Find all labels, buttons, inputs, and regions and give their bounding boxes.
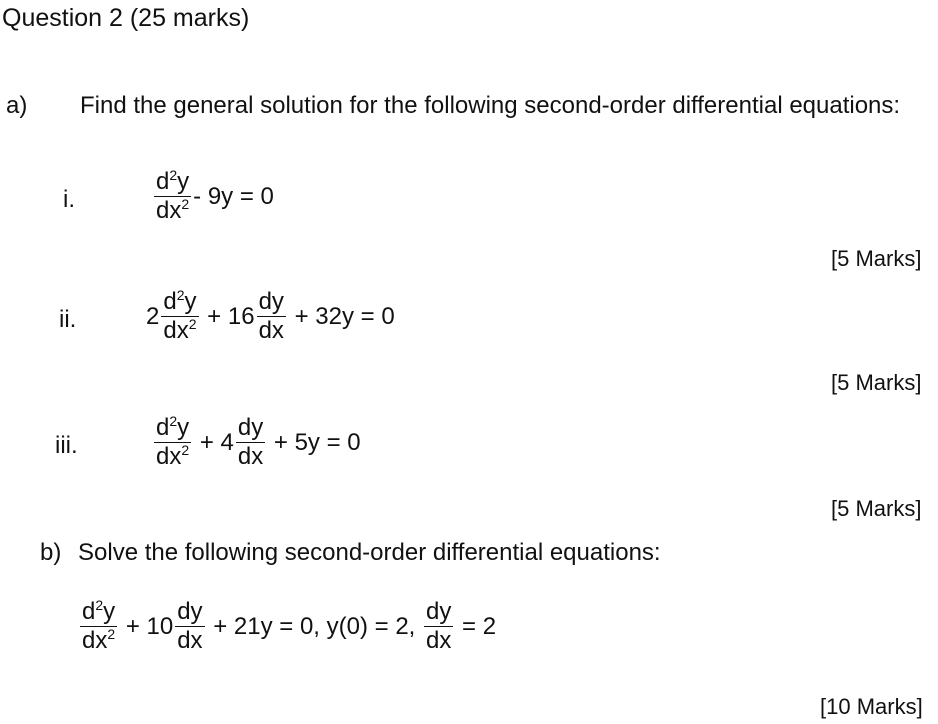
equation-remainder: - 9y = 0 [193, 182, 274, 210]
part-b-instruction: Solve the following second-order differential equations: [78, 539, 661, 566]
part-b-marks: [10 Marks] [820, 694, 923, 719]
equation-remainder: = 2 [455, 612, 497, 640]
initial-condition-derivative-fraction: $\frac{dy}{dx}$ [426, 598, 452, 654]
item-i-marks: [5 Marks] [831, 246, 922, 271]
second-derivative-fraction: $\frac{d^2y}{dx^2}$ [163, 287, 197, 344]
question-title: Question 2 (25 marks) [2, 4, 250, 32]
second-derivative-fraction: $\frac{d^2y}{dx^2}$ [156, 413, 190, 470]
item-ii-numeral: ii. [59, 306, 77, 333]
item-iii-numeral: iii. [55, 432, 78, 459]
first-derivative-fraction: $\frac{dy}{dx}$ [237, 414, 264, 470]
part-a-instruction: Find the general solution for the following second-order differential equations: [80, 92, 901, 119]
equation-remainder: + 32y = 0 [287, 302, 395, 330]
equation-remainder: + 5y = 0 [267, 428, 361, 456]
item-iii-equation: $\frac{d^2y}{dx^2}$ + 4 $\frac{dy}{dx}$ + 5y = 0 [156, 413, 361, 470]
second-derivative-fraction: $\frac{d^2y}{dx^2}$ [82, 597, 116, 654]
item-i-equation [152, 167, 274, 224]
item-ii-marks: [5 Marks] [831, 370, 922, 395]
first-derivative-fraction: $\frac{dy}{dx}$ [177, 598, 203, 654]
part-a-label: a) [6, 92, 28, 119]
item-i-numeral: i. [63, 186, 75, 213]
item-ii-equation: 2 $\frac{d^2y}{dx^2}$ + 16 $\frac{dy}{dx}$ + 32y = 0 [146, 287, 395, 344]
item-iii-marks: [5 Marks] [831, 496, 922, 521]
first-derivative-fraction: $\frac{dy}{dx}$ [258, 288, 284, 344]
part-b-label: b) [40, 539, 62, 566]
second-derivative-fraction: $\frac{d^2y}{dx^2}$ [156, 167, 190, 224]
part-b-equation: $\frac{d^2y}{dx^2}$ + 10 $\frac{dy}{dx}$ + 21y = 0, y(0) = 2, $\frac{dy}{dx}$ = 2 [82, 597, 497, 654]
